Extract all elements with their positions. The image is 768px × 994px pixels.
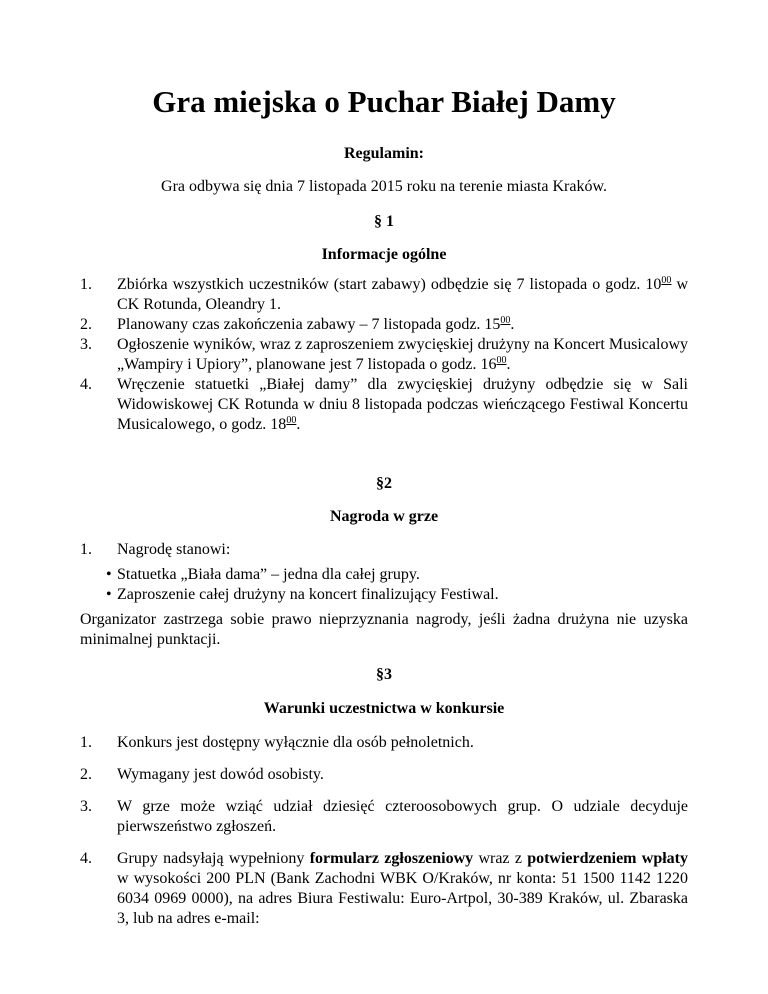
list-item: 4. Grupy nadsyłają wypełniony formularz zgłoszeniowy wraz z potwierdzeniem wpłaty w wysokości 200 PLN (Bank Zachodni WBK O/Kraków, nr konta: 51 1500 1142 1220 6034 0969 0000), na adres Biura Festiwalu: Euro-Artpol, 30-389 Kraków, ul. Zbaraska 3, lub na adres e-mail: [80,850,689,927]
regulamin-heading: Regulamin: [344,145,424,162]
list-item: 2. Planowany czas zakończenia zabawy – 7 listopada godz. $15^{00}$. [80,315,515,333]
list-item: 2. Wymagany jest dowód osobisty. [80,766,324,783]
intro-text: Gra odbywa się dnia 7 listopada 2015 roku na terenie miasta Kraków. [161,178,607,195]
section-2-heading: Nagroda w grze [329,508,439,525]
organizer-note: Organizator zastrzega sobie prawo nieprzyznania nagrody, jeśli żadna drużyna nie uzyska minimalnej punktacji. [80,611,688,648]
list-item: 3. Ogłoszenie wyników, wraz z zaproszeniem zwycięskiej drużyny na Koncert Musicalowy „Wampiry i Upiory”, planowane jest 7 listopada o godz. $16^{00}$. [80,336,688,373]
section-1-sign: § 1 [374,213,394,230]
bullet-dot-icon: • [106,566,112,583]
section-2-sign: §2 [376,475,392,492]
list-item: 1. Nagrodę stanowi: [80,541,231,558]
section-3-list [80,733,688,941]
list-item: 1. Konkurs jest dostępny wyłącznie dla osób pełnoletnich. [80,734,474,751]
section-1-list [80,275,688,435]
list-item: 4. Wręczenie statuetki „Białej damy” dla zwycięskiej drużyny odbędzie się w Sali Widowiskowej CK Rotunda w dniu 8 listopada podczas wieńczącego Festiwal Koncertu Musicalowego, o godz. $18^{00}$. [80,376,688,433]
list-item: • Statuetka „Biała dama” – jedna dla całej grupy. [106,566,420,583]
bullet-dot-icon: • [106,586,112,603]
list-item: 1. Zbiórka wszystkich uczestników (start zabawy) odbędzie się 7 listopada o godz. $10^{00}$ w CK Rotunda, Oleandry 1. [80,275,688,313]
section-2-list [80,540,688,560]
section-3-sign: §3 [376,666,392,683]
section-1-heading: Informacje ogólne [321,246,447,263]
list-item: 3. W grze może wziąć udział dziesięć czteroosobowych grup. O udziale decyduje pierwszeństwo zgłoszeń. [80,798,688,835]
prize-bullets [80,565,688,605]
section-3-heading: Warunki uczestnictwa w konkursie [263,700,505,717]
document-title: Gra miejska o Puchar Białej Damy [152,84,616,119]
list-item: • Zaproszenie całej drużyny na koncert finalizujący Festiwal. [106,586,499,603]
